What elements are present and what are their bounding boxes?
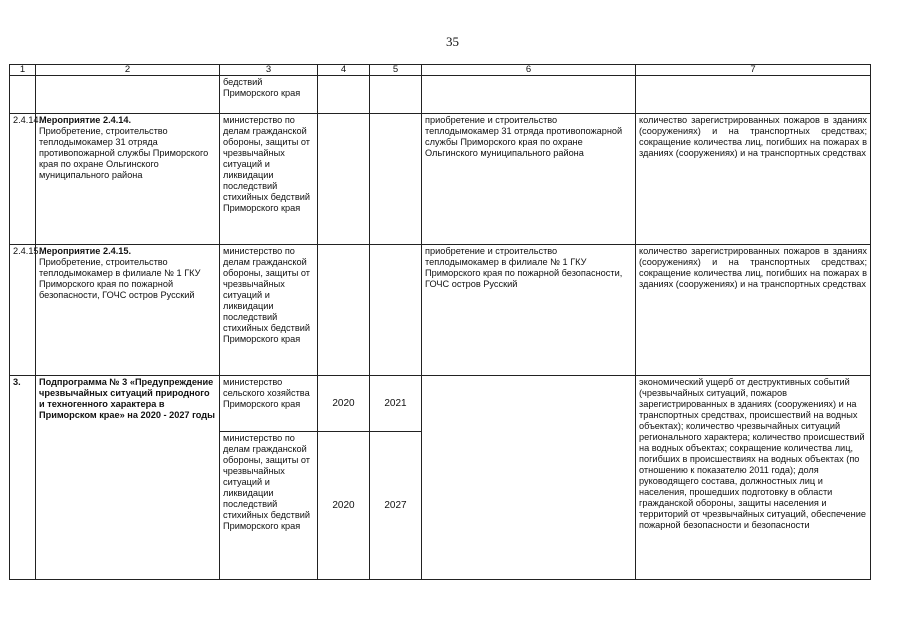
result-cell: [422, 376, 636, 580]
header-cell: 6: [422, 65, 636, 76]
program-table: [9, 64, 871, 580]
page-number: 35: [446, 34, 459, 49]
executor-cell: министерство сельского хозяйства Приморского края: [220, 376, 318, 432]
measure-title: Мероприятие 2.4.14.: [39, 115, 132, 125]
start-year: [318, 114, 370, 245]
row-number: 2.4.14.: [10, 114, 36, 245]
measure-cell: [36, 245, 220, 376]
measure-title: Мероприятие 2.4.15.: [39, 246, 132, 256]
result-cell: приобретение и строительство теплодымокамер 31 отряда противопожарной службы Приморского края по охране Ольгинского муниципального района: [422, 114, 636, 245]
row-number: 2.4.15.: [10, 245, 36, 376]
start-year: [318, 245, 370, 376]
measure-cell: [36, 114, 220, 245]
result-cell: приобретение и строительство теплодымокамер в филиале № 1 ГКУ Приморского края по пожарной безопасности, ГОЧС остров Русский: [422, 245, 636, 376]
start-year: 2020: [318, 376, 370, 432]
executor-cell: министерство по делам гражданской обороны, защиты от чрезвычайных ситуаций и ликвидации последствий стихийных бедствий Приморского края: [220, 114, 318, 245]
measure-description: Приобретение, строительство теплодымокамер 31 отряда противопожарной службы Приморского края по охране Ольгинского муниципального района: [39, 126, 209, 180]
header-cell: 7: [636, 65, 871, 76]
subprogram-title: Подпрограмма № 3 «Предупреждение чрезвычайных ситуаций природного и техногенного характера в Приморском крае» на 2020 - 2027 годы: [36, 376, 220, 580]
executor-cell: министерство по делам гражданской обороны, защиты от чрезвычайных ситуаций и ликвидации последствий стихийных бедствий Приморского края: [220, 245, 318, 376]
header-cell: 1: [10, 65, 36, 76]
end-year: 2021: [370, 376, 422, 432]
measure-description: Приобретение, строительство теплодымокамер в филиале № 1 ГКУ Приморского края по пожарной безопасности, ГОЧС остров Русский: [39, 257, 201, 300]
header-row: [10, 65, 871, 76]
row-number: 3.: [10, 376, 36, 580]
table-row: [10, 245, 871, 376]
header-cell: 2: [36, 65, 220, 76]
executor-cell: министерство по делам гражданской обороны, защиты от чрезвычайных ситуаций и ликвидации последствий стихийных бедствий Приморского края: [220, 432, 318, 580]
indicator-cell: количество зарегистрированных пожаров в зданиях (сооружениях) и на транспортных средствах; сокращение количества лиц, погибших на пожарах в зданиях (сооружениях) и на транспортных средствах: [636, 114, 871, 245]
table-row: [10, 114, 871, 245]
subprogram-row: [10, 376, 871, 432]
end-year: 2027: [370, 432, 422, 580]
executor-cell: бедствий Приморского края: [220, 76, 318, 114]
end-year: [370, 245, 422, 376]
continuation-row: [10, 76, 871, 114]
indicator-cell: количество зарегистрированных пожаров в зданиях (сооружениях) и на транспортных средствах; сокращение количества лиц, погибших на пожарах в зданиях (сооружениях) и на транспортных средствах: [636, 245, 871, 376]
end-year: [370, 114, 422, 245]
header-cell: 5: [370, 65, 422, 76]
indicator-cell: экономический ущерб от деструктивных событий (чрезвычайных ситуаций, пожаров зарегистрированных в зданиях (сооружениях) и на транспортных средствах, происшествий на водных объектах); количество чрезвычайных ситуаций регионального характера; количество происшествий на водных объектах; сокращение количества лиц, погибших в происшествиях на водных объектах (по отношению к показателю 2011 года); доля руководящего состава, должностных лиц и населения, прошедших подготовку в области гражданской обороны, защиты населения и территорий от чрезвычайных ситуаций, обеспечение пожарной безопасности и безопасности: [636, 376, 871, 580]
header-cell: 4: [318, 65, 370, 76]
start-year: 2020: [318, 432, 370, 580]
header-cell: 3: [220, 65, 318, 76]
